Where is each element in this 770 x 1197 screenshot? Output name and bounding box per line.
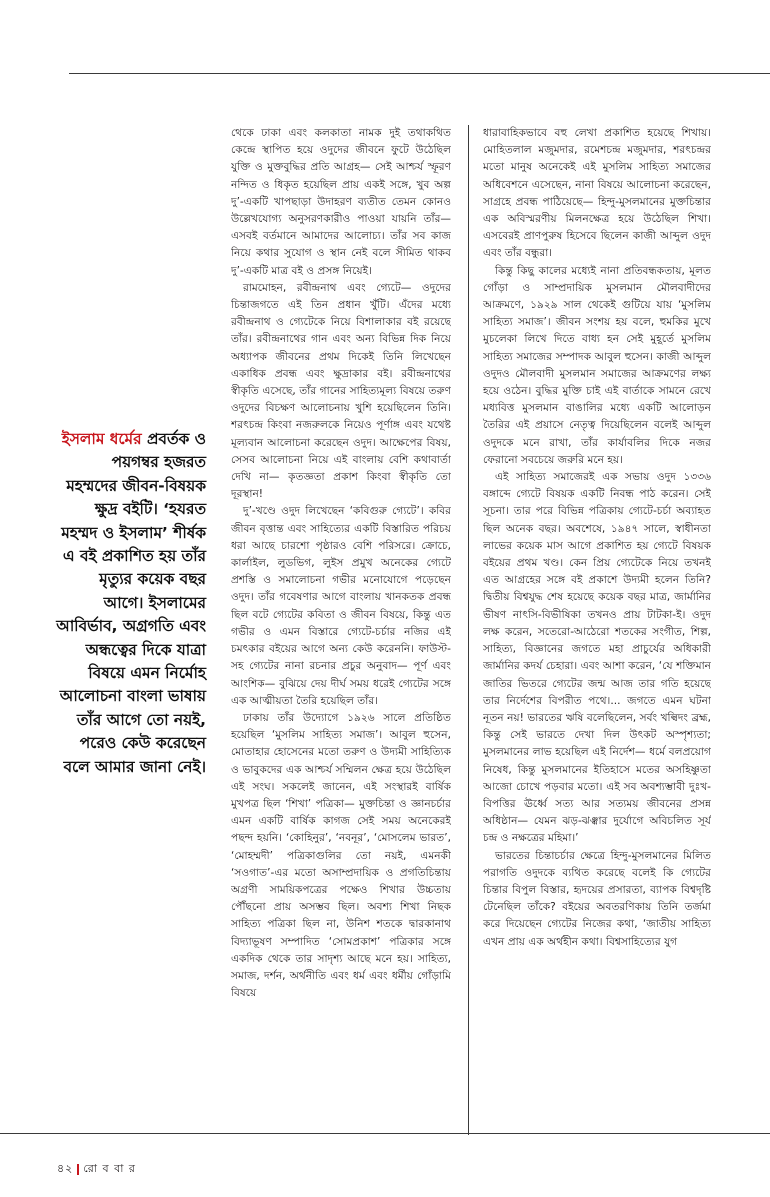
pull-quote-lead: ইসলাম ধর্মের bbox=[61, 430, 142, 448]
paragraph: থেকে ঢাকা এবং কলকাতা নামক দুই তথাকথিত কেন্দ্রে স্থাপিত হয়ে ওদুদের জীবনে ফুটে উঠেছিল যুক্তি ও মুক্তবুদ্ধির প্রতি আগ্রহ— সেই আশ্চর্য স্ফূরণ নন্দিত ও ধিকৃত হয়েছিল প্রায় একই সঙ্গে, খুব অল্প দু’-একটি খাপছাড়া উদাহরণ ব্যতীত তেমন কোনও উল্লেখযোগ্য অনুসরণকারীও পাওয়া যায়নি তাঁর— এসবই বর্তমানে আমাদের আলোচ্য। তাঁর সব কাজ নিয়ে কথার সুযোগ ও স্থান নেই বলে সীমিত থাকব দু’-একটি মাত্র বই ও প্রসঙ্গ নিয়েই। bbox=[231, 127, 451, 277]
top-rule bbox=[69, 73, 770, 74]
article-column-1 bbox=[231, 125, 451, 1130]
page-footer bbox=[57, 1160, 136, 1179]
pull-quote-body: প্রবর্তক ও পয়গম্বর হজরত মহম্মদের জীবন-বিষয়ক ক্ষুদ্র বইটি। ‘হযরত মহম্মদ ও ইসলাম’ শীর্ষক এ বই প্রকাশিত হয় তাঁর মৃত্যুর কয়েক বছর আগে। ইসলামের আবির্ভাব, অগ্রগতি এবং অন্ধত্বের দিকে যাত্রা বিষয়ে এমন নির্মোহ আলোচনা বাংলা ভাষায় তাঁর আগে তো নয়ই, পরেও কেউ করেছেন বলে আমার জানা নেই। bbox=[56, 430, 206, 776]
pull-quote bbox=[56, 428, 206, 779]
paragraph: দু’-খণ্ডে ওদুদ লিখেছেন ‘কবিগুরু গ্যেটে’। কবির জীবন বৃত্তান্ত এবং সাহিত্যের একটি বিস্তারিত পরিচয় ধরা আছে চারশো পৃষ্ঠারও বেশি পরিসরে। ক্রোচে, কার্লাইল, লুডভিগ, লুইস প্রমুখ অনেকের গ্যেটে প্রশস্তি ও সমালোচনা গভীর মনোযোগে পড়েছেন ওদুদ। তাঁর গবেষণার আগে বাংলায় খানকতক প্রবন্ধ ছিল বটে গ্যেটের কবিতা ও জীবন বিষয়ে, কিন্তু এত গভীর ও এমন বিস্তারে গ্যেটে-চর্চার নজির এই চমৎকার বইয়ের আগে অন্য কেউ করেননি। ফাউস্ট-সহ গ্যেটের নানা রচনার প্রচুর অনুবাদ— পূর্ণ এবং আংশিক— বুঝিয়ে দেয় দীর্ঘ সময় ধরেই গ্যেটের সঙ্গে এক আত্মীয়তা তৈরি হয়েছিল তাঁর। bbox=[231, 505, 451, 707]
section-name: রো ব বা র bbox=[83, 1162, 136, 1175]
paragraph: ঢাকায় তাঁর উদ্যোগে ১৯২৬ সালে প্রতিষ্ঠিত হয়েছিল ‘মুসলিম সাহিত্য সমাজ’। আবুল হুসেন, মোতাহার হোসেনের মতো তরুণ ও উদ্যমী সাহিত্যিক ও ভাবুকদের এক আশ্চর্য সম্মিলন ক্ষেত্র হয়ে উঠেছিল এই সংঘ। সকলেই জানেন, এই সংস্থারই বার্ষিক মুখপত্র ছিল ‘শিখা’ পত্রিকা— মুক্তচিন্তা ও জ্ঞানচর্চার এমন একটি বার্ষিক কাগজ সেই সময় অনেকেরই পছন্দ হয়নি। ‘কোহিনুর’, ‘নবনূর’, ‘মোসলেম ভারত’, ‘মোহম্মদী’ পত্রিকাগুলির তো নয়ই, এমনকী ‘সওগাত’-এর মতো অসাম্প্রদায়িক ও প্রগতিচিন্তায় অগ্রণী সাময়িকপত্রের পক্ষেও শিখার উচ্চতায় পৌঁছনো প্রায় অসম্ভব ছিল। অবশ্য শিখা নিছক সাহিত্য পত্রিকা ছিল না, উনিশ শতকে দ্বারকানাথ বিদ্যাভূষণ সম্পাদিত ‘সোমপ্রকাশ’ পত্রিকার সঙ্গে একদিক থেকে তার সাদৃশ্য আছে মনে হয়। সাহিত্য, সমাজ, দর্শন, অর্থনীতি এবং ধর্ম এবং ধর্মীয় গোঁড়ামি বিষয়ে bbox=[231, 711, 451, 1000]
paragraph: রামমোহন, রবীন্দ্রনাথ এবং গ্যেটে— ওদুদের চিন্তাজগতে এই তিন প্রধান খুঁটি। এঁদের মধ্যে রবীন্দ্রনাথ ও গ্যেটেকে নিয়ে বিশালাকার বই রয়েছে তাঁর। রবীন্দ্রনাথের গান এবং অন্য বিভিন্ন দিক নিয়ে অধ্যাপক জীবনের প্রথম দিকেই তিনি লিখেছেন একাধিক প্রবন্ধ এবং ক্ষুদ্রাকার বই। রবীন্দ্রনাথের স্বীকৃতি এসেছে, তাঁর গানের সাহিত্যমূল্য বিষয়ে তরুণ ওদুদের বিচক্ষণ আলোচনায় খুশি হয়েছিলেন তিনি। শরৎচন্দ্র কিংবা নজরুলকে নিয়েও পূর্ণাঙ্গ এবং যথেষ্ট মূল্যবান আলোচনা করেছেন ওদুদ। আক্ষেপের বিষয়, সেসব আলোচনা নিয়ে এই বাংলায় বেশি কথাবার্তা দেখি না— কৃতজ্ঞতা প্রকাশ কিংবা স্বীকৃতি তো দূরস্থান! bbox=[231, 281, 451, 501]
page-number: ৪২ bbox=[57, 1162, 74, 1175]
column-divider bbox=[468, 125, 469, 1135]
paragraph: কিন্তু কিছু কালের মধ্যেই নানা প্রতিবন্ধকতায়, মূলত গোঁড়া ও সাম্প্রদায়িক মুসলমান মৌলবাদীদের আক্রমণে, ১৯২৯ সাল থেকেই গুটিয়ে যায় ‘মুসলিম সাহিত্য সমাজ’। জীবন সংশয় হয় বলে, হুমকির মুখে মুচলেকা লিখে দিতে বাধ্য হন সেই মুহূর্তে মুসলিম সাহিত্য সমাজের সম্পাদক আবুল হুসেন। কাজী আব্দুল ওদুদও মৌলবাদী মুসলমান সমাজের আক্রমণের লক্ষ্য হয়ে ওঠেন। বুদ্ধির মুক্তি চাই এই বার্তাকে সামনে রেখে মধ্যবিত্ত মুসলমান বাঙালির মধ্যে একটি আলোড়ন তৈরির এই প্রয়াসে নেতৃত্ব দিয়েছিলেন বলেই আব্দুল ওদুদকে মনে রাখা, তাঁর কার্যাবলির দিকে নজর ফেরানো সবচেয়ে জরুরি মনে হয়। bbox=[483, 264, 711, 466]
paragraph: এই সাহিত্য সমাজেরই এক সভায় ওদুদ ১৩৩৬ বঙ্গাব্দে গ্যেটে বিষয়ক একটি নিবন্ধ পাঠ করেন। সেই সূচনা। তার পরে বিভিন্ন পত্রিকায় গ্যেটে-চর্চা অব্যাহত ছিল অনেক বছর। অবশেষে, ১৯৪৭ সালে, স্বাধীনতা লাভের কয়েক মাস আগে প্রকাশিত হয় গ্যেটে বিষয়ক বইয়ের প্রথম খণ্ড। কেন প্রিয় গ্যেটেকে নিয়ে তখনই এত আগ্রহের সঙ্গে বই প্রকাশে উদ্যমী হলেন তিনি? দ্বিতীয় বিশ্বযুদ্ধ শেষ হয়েছে কয়েক বছর মাত্র, জার্মানির ভীষণ নাৎসি-বিভীষিকা তখনও প্রায় টাটকা-ই। ওদুদ লক্ষ করেন, সতেরো-আঠেরো শতকের সংগীত, শিল্প, সাহিত্য, বিজ্ঞানের জগতে মহা প্রাচুর্যের অধিকারী জার্মানির কদর্য চেহারা। এবং আশা করেন, ‘যে শক্তিমান জাতির ভিতরে গ্যেটের জন্ম আজ তার গতি হয়েছে তার নির্দেশের বিপরীত পথে।... জগতে এমন ঘটনা নূতন নয়! ভারতের ঋষি বলেছিলেন, সর্বং খল্বিদং ব্রহ্ম, কিন্তু সেই ভারতে দেখা দিল উৎকট অস্পৃশ্যতা; মুসলমানের লাভ হয়েছিল এই নির্দেশ— ধর্মে বলপ্রয়োগ নিষেধ, কিন্তু মুসলমানের ইতিহাসে মতের অসহিষ্ণুতা আজো চোখে পড়বার মতো। এই সব অবশ্যম্ভাবী দুঃখ-বিপত্তির ঊর্ধ্বে সত্য আর সত্যময় জীবনের প্রসন্ন অধিষ্ঠান— যেমন ঝড়-ঝঞ্ঝার দুর্যোগে অবিচলিত সূর্য চন্দ্র ও নক্ষত্রের মহিমা।’ bbox=[483, 471, 711, 845]
paragraph: ভারতের চিন্তাচর্চার ক্ষেত্রে হিন্দু-মুসলমানের মিলিত পরাগতি ওদুদকে ব্যথিত করেছে বলেই কি গ্যেটের চিন্তার বিপুল বিস্তার, হৃদয়ের প্রসারতা, ব্যাপক বিশ্বদৃষ্টি টেনেছিল তাঁকে? বইয়ের অবতরণিকায় তিনি তর্জমা করে দিয়েছেন গ্যেটের নিজের কথা, ‘জাতীয় সাহিত্য এখন প্রায় এক অর্থহীন কথা। বিশ্বসাহিত্যের যুগ bbox=[483, 849, 711, 948]
paragraph: ধারাবাহিকভাবে বহু লেখা প্রকাশিত হয়েছে শিখায়। মোহিতলাল মজুমদার, রমেশচন্দ্র মজুমদার, শরৎচন্দ্রর মতো মানুষ অনেকেই এই মুসলিম সাহিত্য সমাজের অধিবেশনে এসেছেন, নানা বিষয়ে আলোচনা করেছেন, সাগ্রহে প্রবন্ধ পাঠিয়েছে— হিন্দু-মুসলমানের মুক্তচিন্তার এক অবিস্মরণীয় মিলনক্ষেত্র হয়ে উঠেছিল শিখা। এসবেরই প্রাণপুরুষ হিসেবে ছিলেন কাজী আব্দুল ওদুদ এবং তাঁর বন্ধুরা। bbox=[483, 127, 711, 260]
footer-separator bbox=[77, 1164, 79, 1175]
article-column-2 bbox=[483, 125, 711, 1130]
footer-rule bbox=[0, 1133, 770, 1134]
